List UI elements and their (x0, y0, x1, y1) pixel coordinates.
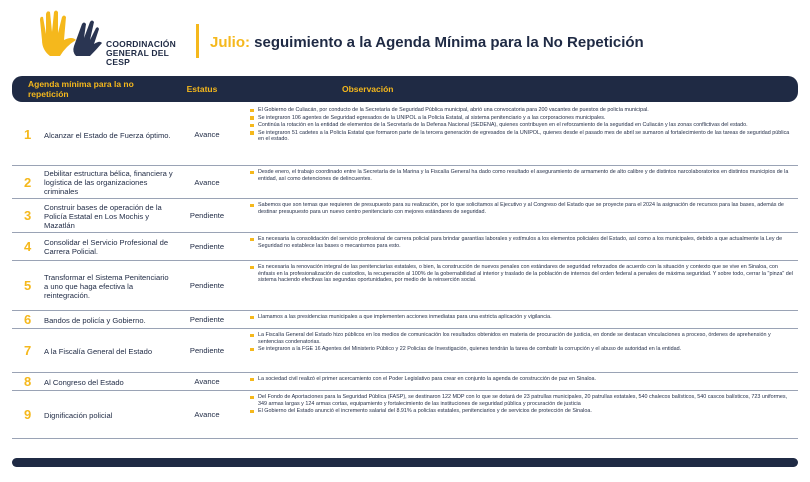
agenda-item: A la Fiscalía General del Estado (44, 346, 153, 356)
observation-list (250, 107, 794, 144)
org-name (106, 40, 186, 67)
observation-item: La Fiscalía General del Estado hizo públicos en los medios de comunicación los resultados obtenidos en materia de procuración de justicia, en donde se destacan vinculaciones a proceso, órdenes de aprehensión y sentencias condenatorias. (250, 332, 794, 345)
observation-item: La sociedad civil realizó el primer acercamiento con el Poder Legislativo para crear en conjunto la agenda de construcción de paz en Sinaloa. (250, 376, 794, 383)
agenda-item: Bandos de policía y Gobierno. (44, 315, 146, 325)
table-row (12, 311, 798, 329)
observation-list (250, 376, 794, 384)
cesp-logo (36, 10, 186, 67)
row-number: 8 (24, 374, 32, 389)
row-number: 6 (24, 312, 32, 327)
row-number: 4 (24, 239, 32, 254)
row-number: 1 (24, 127, 32, 142)
table-row (12, 391, 798, 439)
observation-item: El Gobierno de Culiacán, por conducto de la Secretaría de Seguridad Pública municipal, abrió una convocatoria para 200 vacantes de puestos de policía municipal. (250, 107, 794, 114)
agenda-item: Construir bases de operación de la Policía Estatal en Los Mochis y Mazatlán (44, 202, 162, 230)
status-value: Avance (194, 130, 220, 139)
observation-item: Se integraron a la FGE 16 Agentes del Ministerio Público y 22 Policías de Investigación, quienes tendrán la tarea de combatir la corrupción y el abuso de autoridad en la entidad. (250, 346, 794, 353)
table-row (12, 329, 798, 373)
observation-list (250, 236, 794, 250)
row-number: 9 (24, 407, 32, 422)
row-number: 7 (24, 343, 32, 358)
row-number: 3 (24, 208, 32, 223)
status-value: Pendiente (189, 242, 225, 251)
observation-item: Es necesaria la renovación integral de las penitenciarías estatales, o bien, la construcción de nuevos penales con estándares de seguridad reforzados de acuerdo con la situación y contexto que se vive en Sinaloa, con énfasis en la profesionalización de custodios, la recuperación al 100% de la gobernabilidad al interior y traslado de la población de internos del orden federal a penales de máxima seguridad. Y sobre todo, cerrar la "pinza" del sistema haciendo efectivas las segundas oportunidades, por medio de la reinserción social. (250, 264, 794, 284)
observation-item: Se integraron 106 agentes de Seguridad egresados de la UNIPOL a la Policía Estatal, al sistema penitenciario y a las corporaciones municipales. (250, 115, 794, 122)
observation-item: Sabemos que son temas que requieren de presupuesto para su realización, por lo que solicitamos al Ejecutivo y al Congreso del Estado que se proyecte para el 2024 la asignación de recursos para las bases, además de destinar presupuesto para un nuevo centro penitenciario con mejores estándares de seguridad. (250, 202, 794, 215)
observation-item: Del Fondo de Aportaciones para la Seguridad Pública (FASP), se destinaron 122 MDP con lo que se dotará de 23 patrullas municipales, 20 patrullas estatales, 540 chalecos balísticos, 540 cascos balísticos, 723 uniformes, 349 armas largas y 124 armas cortas, equipamiento y fortalecimiento de las instituciones de seguridad pública y procuración de justicia (250, 394, 794, 407)
column-header-status: Estatus (186, 84, 218, 94)
table-body (12, 104, 798, 439)
agenda-item: Transformar el Sistema Penitenciario a uno que haga efectiva la reintegración. (44, 272, 169, 300)
column-header-agenda: Agenda mínima para la no repetición (28, 79, 134, 99)
table-row (12, 199, 798, 233)
table-row (12, 104, 798, 166)
page-header (0, 0, 810, 70)
status-value: Avance (194, 410, 220, 419)
column-header-observation: Observación (342, 84, 394, 94)
status-value: Pendiente (189, 281, 225, 290)
observation-item: Es necesaria la consolidación del servicio profesional de carrera policial para brindar garantías laborales y estímulos a los elementos policiales del Estado, así como a los municipales, debido a que actualmente la Ley de Seguridad no establece las bases o mecanismos para esto. (250, 236, 794, 249)
agenda-item: Debilitar estructura bélica, financiera y logística de las organizaciones criminales (44, 169, 173, 196)
status-value: Pendiente (189, 211, 225, 220)
observation-item: Desde enero, el trabajo coordinado entre la Secretaría de la Marina y la Fiscalía General ha dado como resultado el aseguramiento de armamento de alto calibre y de distintos narcolaboratorios en distintos municipios de la entidad, así como detenciones de delincuentes. (250, 169, 794, 182)
observation-item: Se integraron 51 cadetes a la Policía Estatal que formaron parte de la tercera generación de egresados de la UNIPOL, quienes desde el pasado mes de abril se sumaron al fortalecimiento de las tareas de seguridad pública en el estado. (250, 130, 794, 143)
observation-item: Llamamos a las presidencias municipales a que implementen acciones inmediatas para una estricta aplicación y vigilancia. (250, 314, 794, 321)
status-value: Avance (194, 377, 220, 386)
status-value: Pendiente (189, 315, 225, 324)
observation-list (250, 169, 794, 183)
observation-list (250, 332, 794, 354)
observation-list (250, 202, 794, 216)
agenda-item: Consolidar el Servicio Profesional de Carrera Policial. (44, 238, 169, 256)
status-value: Avance (194, 177, 220, 187)
title-divider (196, 24, 199, 58)
observation-item: El Gobierno del Estado anunció el incremento salarial del 8.91% a policías estatales, penitenciarios y de servicios de protección de Sinaloa. (250, 408, 794, 415)
agenda-item: Al Congreso del Estado (44, 377, 124, 387)
table-header (12, 76, 798, 102)
observation-list (250, 394, 794, 416)
observation-list (250, 264, 794, 285)
title-text: seguimiento a la Agenda Mínima para la No Repetición (250, 34, 644, 51)
title-month: Julio: (210, 34, 250, 51)
observation-list (250, 314, 794, 322)
status-value: Pendiente (189, 346, 225, 355)
agenda-item: Alcanzar el Estado de Fuerza óptimo. (44, 130, 171, 140)
org-line-2: GENERAL DEL CESP (106, 48, 169, 67)
table-row (12, 166, 798, 199)
page-title (210, 34, 644, 51)
agenda-item: Dignificación policial (44, 410, 113, 420)
table-row (12, 261, 798, 311)
row-number: 5 (24, 278, 32, 293)
hands-logo-icon (36, 10, 104, 60)
table-row (12, 233, 798, 261)
footer-bar (12, 458, 798, 467)
table-row (12, 373, 798, 391)
row-number: 2 (24, 174, 32, 190)
org-line-1: COORDINACIÓN (106, 39, 176, 49)
observation-item: Continúa la rotación en la entidad de elementos de la Secretaría de la Defensa Nacional (SEDENA), quienes contribuyen en el reforzamiento de la seguridad en Culiacán y las zonas conflictivas del estado. (250, 122, 794, 129)
